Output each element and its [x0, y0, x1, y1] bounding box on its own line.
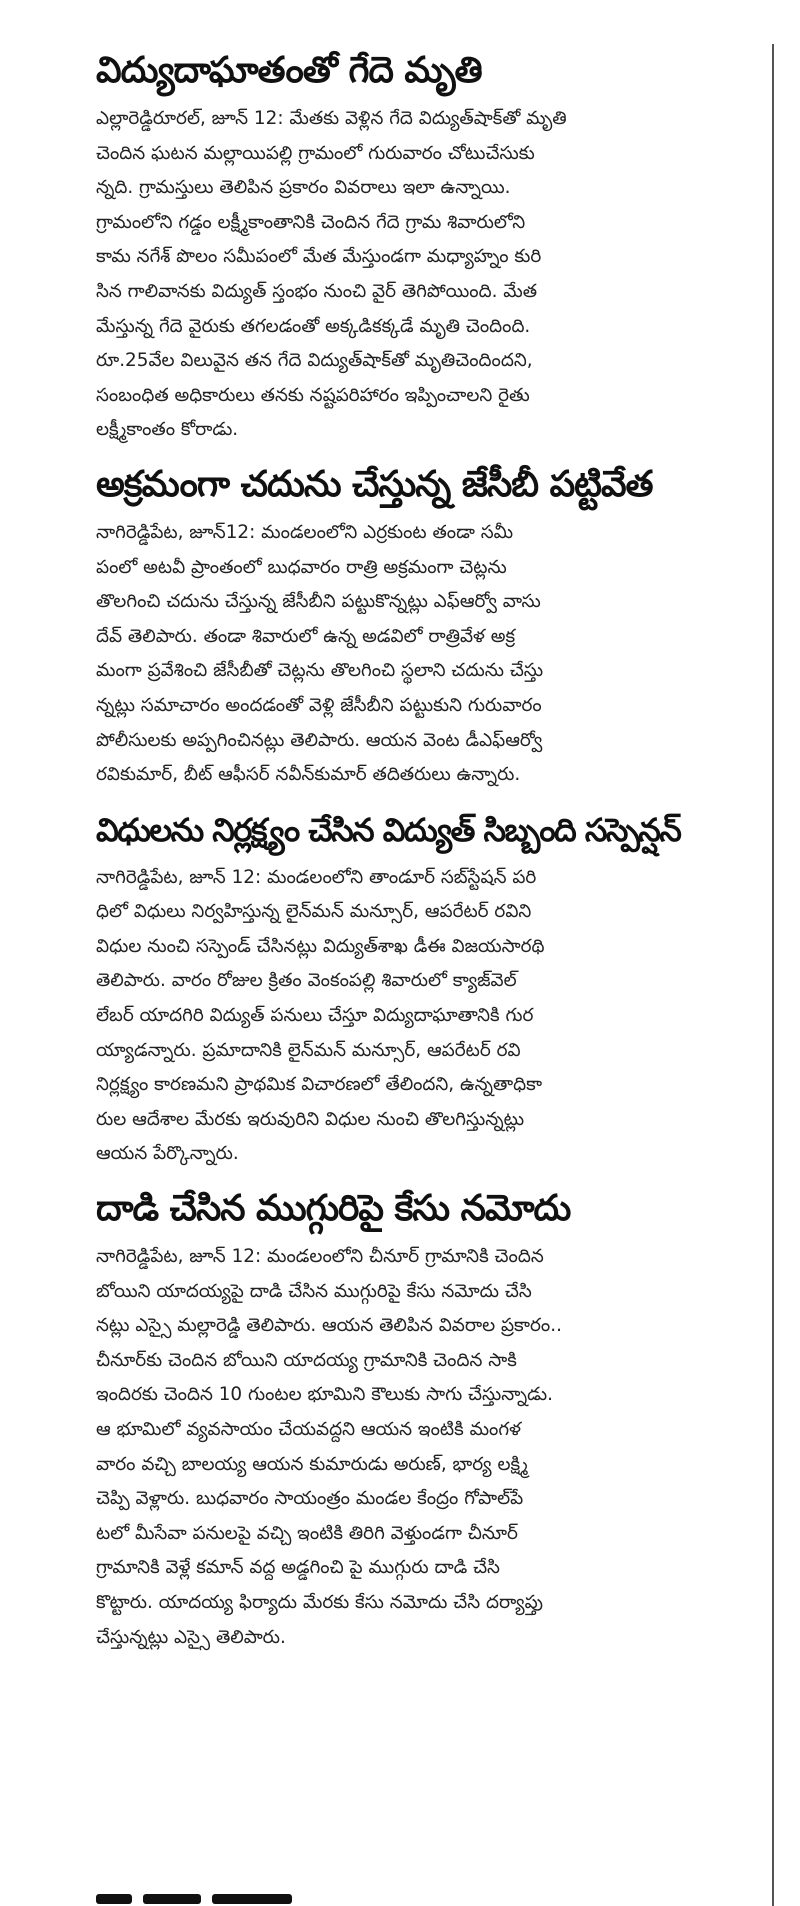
text-line: టలో మీసేవా పనులపై వచ్చి ఇంటికి తిరిగి వెళ్తుండగా చీనూర్: [96, 1522, 518, 1544]
article-body: [96, 861, 762, 1172]
article-assault-case: [96, 1182, 762, 1655]
article-staff-suspension: [96, 803, 762, 1172]
headline-fragment: [96, 1894, 132, 1904]
headline-fragment: [143, 1894, 201, 1904]
text-line: ఆ భూమిలో వ్యవసాయం చేయవద్దని ఆయన ఇంటికి మంగళ: [96, 1419, 521, 1440]
article-headline: దాడి చేసిన ముగ్గురిపై కేసు నమోదు: [96, 1188, 571, 1230]
text-line: నిర్లక్ష్యం కారణమని ప్రాథమిక విచారణలో తేలిందని, ఉన్నతాధికా: [96, 1074, 543, 1096]
text-line: సంబంధిత అధికారులు తనకు నష్టపరిహారం ఇప్పించాలని రైతు: [96, 384, 530, 406]
article-body: [96, 102, 762, 448]
text-line: మేస్తున్న గేదె వైరుకు తగలడంతో అక్కడికక్కడే మృతి చెందింది.: [96, 315, 531, 337]
text-line: రూ.25వేల విలువైన తన గేదె విద్యుత్‌షాక్‌తో మృతిచెందిందని,: [96, 350, 533, 372]
article-headline: అక్రమంగా చదును చేస్తున్న జేసీబీ పట్టివేత: [96, 463, 653, 505]
text-line: ధిలో విధులు నిర్వహిస్తున్న లైన్‌మన్ మన్సూర్, ఆపరేటర్ రవిని: [96, 901, 532, 923]
text-line: నాగిరెడ్డిపేట, జూన్ 12: మండలంలోని తాండూర్ సబ్‌స్టేషన్ పరి: [96, 866, 537, 888]
headline-fragment: [212, 1894, 292, 1904]
article-headline: విధులను నిర్లక్ష్యం చేసిన విద్యుత్ సిబ్బంది సస్పెన్షన్: [96, 810, 681, 849]
text-line: నాగిరెడ్డిపేట, జూన్12: మండలంలోని ఎర్రకుంట తండా సమీ: [96, 521, 514, 543]
text-line: సిన గాలివానకు విద్యుత్ స్తంభం నుంచి వైర్ తెగిపోయింది. మేత: [96, 280, 538, 302]
text-line: రవికుమార్, బీట్ ఆఫీసర్ నవీన్‌కుమార్ తదితరులు ఉన్నారు.: [96, 764, 521, 786]
article-headline: విద్యుదాఘాతంతో గేదె మృతి: [96, 50, 482, 91]
text-line: తెలిపారు. వారం రోజుల క్రితం వెంకంపల్లి శివారులో క్యాజ్‌వెల్: [96, 970, 517, 992]
text-line: విధుల నుంచి సస్పెండ్ చేసినట్లు విద్యుత్‌శాఖ డీఈ విజయసారథి: [96, 935, 545, 957]
text-line: కొట్టారు. యాదయ్య ఫిర్యాదు మేరకు కేసు నమోదు చేసి దర్యాప్తు: [96, 1591, 543, 1613]
news-column: [96, 44, 762, 1655]
text-line: గ్రామంలోని గడ్డం లక్ష్మీకాంతానికి చెందిన గేదె గ్రామ శివారులోని: [96, 211, 526, 233]
text-line: చెప్పి వెళ్లారు. బుధవారం సాయంత్రం మండల కేంద్రం గోపాల్‌పే: [96, 1488, 524, 1510]
text-line: య్యాడన్నారు. ప్రమాదానికి లైన్‌మన్ మన్సూర్, ఆపరేటర్ రవి: [96, 1039, 521, 1061]
text-line: వారం వచ్చి బాలయ్య ఆయన కుమారుడు అరుణ్, భార్య లక్ష్మి: [96, 1453, 528, 1475]
column-divider: [772, 44, 774, 1906]
text-line: నట్లు ఎస్సై మల్లారెడ్డి తెలిపారు. ఆయన తెలిపిన వివరాల ప్రకారం..: [96, 1315, 562, 1337]
article-jcb-seized: [96, 458, 762, 793]
text-line: లేబర్ యాదగిరి విద్యుత్ పనులు చేస్తూ విద్యుదాఘాతానికి గుర: [96, 1005, 534, 1027]
article-body: [96, 1240, 762, 1655]
text-line: దేవ్ తెలిపారు. తండా శివారులో ఉన్న అడవిలో రాత్రివేళ అక్ర: [96, 625, 516, 647]
text-line: చీనూర్‌కు చెందిన బోయిని యాదయ్య గ్రామానికి చెందిన సాకి: [96, 1349, 517, 1371]
text-line: పంలో అటవీ ప్రాంతంలో బుధవారం రాత్రి అక్రమంగా చెట్లను: [96, 556, 507, 578]
text-line: న్నది. గ్రామస్తులు తెలిపిన ప్రకారం వివరాలు ఇలా ఉన్నాయి.: [96, 177, 511, 199]
text-line: నాగిరెడ్డిపేట, జూన్ 12: మండలంలోని చీనూర్ గ్రామానికి చెందిన: [96, 1246, 544, 1268]
article-body: [96, 516, 762, 793]
text-line: చెందిన ఘటన మల్లాయిపల్లి గ్రామంలో గురువారం చోటుచేసుకు: [96, 142, 535, 164]
text-line: బోయిని యాదయ్యపై దాడి చేసిన ముగ్గురిపై కేసు నమోదు చేసి: [96, 1280, 532, 1302]
article-buffalo-electrocution: [96, 44, 762, 448]
text-line: గ్రామానికి వెళ్లే కమాన్ వద్ద అడ్డగించి పై ముగ్గురు దాడి చేసి: [96, 1557, 500, 1579]
text-line: పోలీసులకు అప్పగించినట్లు తెలిపారు. ఆయన వెంట డీఎఫ్ఆర్వో: [96, 729, 543, 751]
text-line: ఇందిరకు చెందిన 10 గుంటల భూమిని కౌలుకు సాగు చేస్తున్నాడు.: [96, 1384, 553, 1406]
text-line: న్నట్లు సమాచారం అందడంతో వెళ్లి జేసీబీని పట్టుకుని గురువారం: [96, 694, 542, 716]
text-line: కామ నగేశ్ పొలం సమీపంలో మేత మేస్తుండగా మధ్యాహ్నం కురి: [96, 246, 542, 268]
text-line: తొలగించి చదును చేస్తున్న జేసీబీని పట్టుకొన్నట్లు ఎఫ్ఆర్వో వాసు: [96, 591, 541, 613]
text-line: రుల ఆదేశాల మేరకు ఇరువురిని విధుల నుంచి తొలగిస్తున్నట్లు: [96, 1108, 525, 1130]
text-line: ఆయన పేర్కొన్నారు.: [96, 1143, 239, 1165]
text-line: ఎల్లారెడ్డిరూరల్, జూన్ 12: మేతకు వెళ్లిన గేదె విద్యుత్‌షాక్‌తో మృతి: [96, 108, 567, 129]
text-line: మంగా ప్రవేశించి జేసీబీతో చెట్లను తొలగించి స్థలాని చదును చేస్తు: [96, 660, 544, 682]
text-line: లక్ష్మీకాంతం కోరాడు.: [96, 419, 239, 441]
text-line: చేస్తున్నట్లు ఎస్సై తెలిపారు.: [96, 1626, 286, 1648]
cut-off-next-headline: [96, 1880, 316, 1906]
